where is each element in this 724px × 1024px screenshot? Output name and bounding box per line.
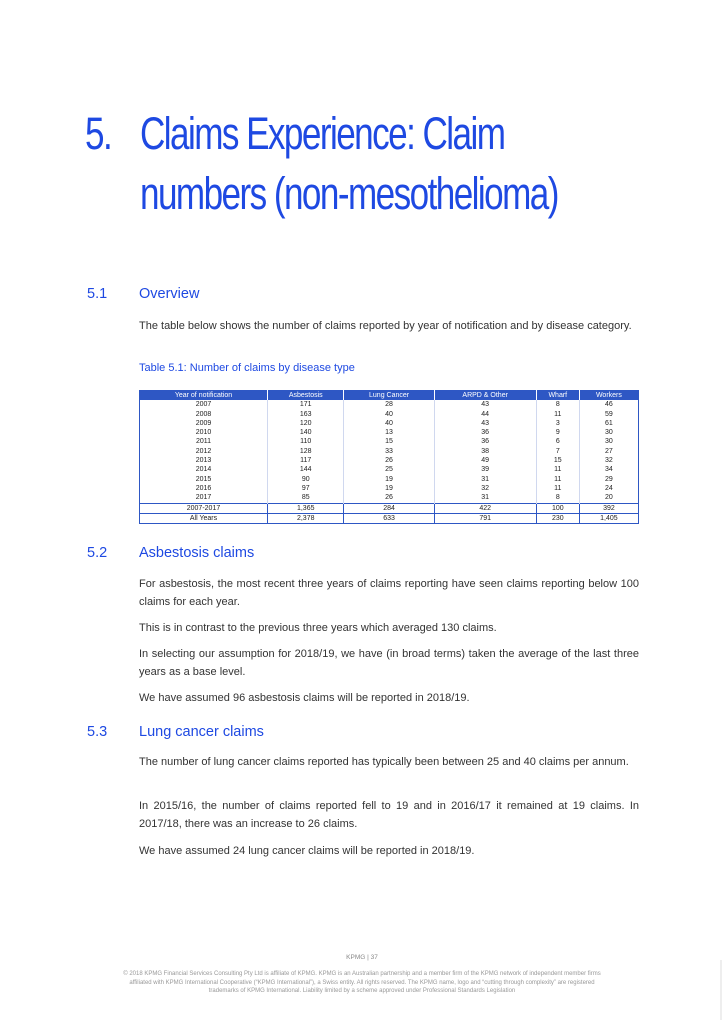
table-cell: 28 bbox=[344, 400, 434, 409]
table-cell: 39 bbox=[434, 465, 536, 474]
table-cell: 61 bbox=[579, 419, 638, 428]
table-cell: 230 bbox=[536, 513, 579, 523]
section-number: 5.3 bbox=[87, 724, 108, 740]
table-cell: 15 bbox=[344, 437, 434, 446]
table-cell: 44 bbox=[434, 410, 536, 419]
table-cell: 40 bbox=[344, 419, 434, 428]
page-number: KPMG | 37 bbox=[346, 954, 378, 961]
table-cell: 31 bbox=[434, 475, 536, 484]
column-header: Lung Cancer bbox=[344, 391, 434, 401]
table-total-row bbox=[140, 503, 639, 513]
table-cell: 97 bbox=[268, 484, 344, 493]
section-title: Lung cancer claims bbox=[139, 724, 264, 740]
column-header: Year of notification bbox=[140, 391, 268, 401]
table-cell: 2008 bbox=[195, 410, 212, 418]
lung-cancer-paragraph-3: We have assumed 24 lung cancer claims will be reported in 2018/19. bbox=[139, 845, 475, 857]
table-cell: 34 bbox=[579, 465, 638, 474]
column-header: Wharf bbox=[536, 391, 579, 401]
table-cell: 128 bbox=[268, 447, 344, 456]
table-cell: 59 bbox=[579, 410, 638, 419]
table-cell: 633 bbox=[344, 513, 434, 523]
table-cell: 43 bbox=[434, 419, 536, 428]
table-row bbox=[140, 437, 639, 446]
table-cell: 422 bbox=[434, 503, 536, 513]
table-row bbox=[140, 447, 639, 456]
table-cell: 3 bbox=[536, 419, 579, 428]
table-cell: 85 bbox=[268, 493, 344, 503]
lung-cancer-paragraph-2: In 2015/16, the number of claims reported fell to 19 and in 2016/17 it remained at 19 claims. In 2017/18, there was an increase to 26 claims. bbox=[139, 800, 639, 830]
section-number: 5.2 bbox=[87, 545, 108, 561]
table-cell: 40 bbox=[344, 410, 434, 419]
table-cell: 32 bbox=[434, 484, 536, 493]
table-cell: 284 bbox=[344, 503, 434, 513]
table-cell: 36 bbox=[434, 437, 536, 446]
table-cell: 8 bbox=[536, 493, 579, 503]
table-row bbox=[140, 400, 639, 409]
table-cell: 30 bbox=[579, 428, 638, 437]
table-cell: 25 bbox=[344, 465, 434, 474]
table-row bbox=[140, 493, 639, 503]
table-cell: 26 bbox=[344, 493, 434, 503]
table-cell: 2013 bbox=[195, 457, 212, 465]
column-header: ARPD & Other bbox=[434, 391, 536, 401]
table-cell: 2009 bbox=[195, 419, 212, 427]
table-cell: 11 bbox=[536, 410, 579, 419]
table-cell: 26 bbox=[344, 456, 434, 465]
table-cell: 11 bbox=[536, 484, 579, 493]
table-cell: 2010 bbox=[195, 429, 212, 437]
table-cell: 1,405 bbox=[579, 513, 638, 523]
table-cell: 6 bbox=[536, 437, 579, 446]
overview-paragraph: The table below shows the number of claims reported by year of notification and by disease category. bbox=[139, 320, 632, 332]
table-cell: 2014 bbox=[195, 466, 212, 474]
table-cell: 2016 bbox=[195, 484, 212, 492]
asbestosis-paragraph-2: This is in contrast to the previous three years which averaged 130 claims. bbox=[139, 622, 497, 634]
table-cell: 19 bbox=[344, 475, 434, 484]
chapter-title-line-1: Claims Experience: Claim bbox=[140, 108, 505, 159]
chapter-title bbox=[140, 104, 608, 224]
legal-line-3: trademarks of KPMG International. Liability limited by a scheme approved under Professional Standards Legislation bbox=[208, 988, 516, 994]
table-cell: 33 bbox=[344, 447, 434, 456]
table-cell: 117 bbox=[268, 456, 344, 465]
table-row bbox=[140, 428, 639, 437]
table-cell: 110 bbox=[268, 437, 344, 446]
table-cell: 43 bbox=[434, 400, 536, 409]
table-row bbox=[140, 484, 639, 493]
table-header-row bbox=[140, 391, 639, 401]
table-cell: 24 bbox=[579, 484, 638, 493]
table-cell: 163 bbox=[268, 410, 344, 419]
table-cell: 2,378 bbox=[268, 513, 344, 523]
table-cell: 2007-2017 bbox=[140, 503, 268, 513]
table-cell: 100 bbox=[536, 503, 579, 513]
section-title: Overview bbox=[139, 286, 200, 302]
table-row bbox=[140, 410, 639, 419]
table-cell: 9 bbox=[536, 428, 579, 437]
table-cell: 15 bbox=[536, 456, 579, 465]
section-number: 5.1 bbox=[87, 286, 108, 302]
table-cell: 144 bbox=[268, 465, 344, 474]
table-total-row bbox=[140, 513, 639, 523]
table-body bbox=[140, 400, 639, 523]
chapter-title-line-2: numbers (non-mesothelioma) bbox=[140, 168, 558, 219]
table-cell: 19 bbox=[344, 484, 434, 493]
column-header: Workers bbox=[579, 391, 638, 401]
table-cell: 392 bbox=[579, 503, 638, 513]
asbestosis-paragraph-3: In selecting our assumption for 2018/19, we have (in broad terms) taken the average of the last three years as a base level. bbox=[139, 648, 639, 678]
table-cell: 20 bbox=[579, 493, 638, 503]
table-cell: 31 bbox=[434, 493, 536, 503]
table-cell: 2012 bbox=[195, 447, 212, 455]
table-cell: 36 bbox=[434, 428, 536, 437]
table-caption: Table 5.1: Number of claims by disease type bbox=[139, 362, 355, 374]
asbestosis-paragraph-4: We have assumed 96 asbestosis claims will be reported in 2018/19. bbox=[139, 692, 470, 704]
table-cell: 2017 bbox=[195, 494, 212, 502]
lung-cancer-paragraph-1: The number of lung cancer claims reported has typically been between 25 and 40 claims per annum. bbox=[139, 756, 629, 768]
section-title: Asbestosis claims bbox=[139, 545, 255, 561]
table-row bbox=[140, 419, 639, 428]
table-cell: 11 bbox=[536, 465, 579, 474]
chapter-number: 5. bbox=[85, 108, 112, 159]
claims-table bbox=[139, 390, 639, 524]
table-cell: 13 bbox=[344, 428, 434, 437]
table-cell: 11 bbox=[536, 475, 579, 484]
legal-line-2: affiliated with KPMG International Cooperative (“KPMG International”), a Swiss entity. All rights reserved. The KPMG name, logo and “cutting through complexity” are registered bbox=[129, 979, 595, 986]
table-row bbox=[140, 475, 639, 484]
table-cell: 46 bbox=[579, 400, 638, 409]
table-cell: 30 bbox=[579, 437, 638, 446]
table-cell: 49 bbox=[434, 456, 536, 465]
page-edge-divider bbox=[720, 960, 722, 1020]
table-cell: 171 bbox=[268, 400, 344, 409]
table-cell: 90 bbox=[268, 475, 344, 484]
table-cell: 2007 bbox=[195, 401, 212, 409]
table-cell: 38 bbox=[434, 447, 536, 456]
table-cell: 7 bbox=[536, 447, 579, 456]
table-row bbox=[140, 465, 639, 474]
table-row bbox=[140, 456, 639, 465]
table-cell: 8 bbox=[536, 400, 579, 409]
table-cell: 32 bbox=[579, 456, 638, 465]
table-cell: 29 bbox=[579, 475, 638, 484]
table-cell: 140 bbox=[268, 428, 344, 437]
table-cell: 2011 bbox=[195, 438, 212, 446]
column-header: Asbestosis bbox=[268, 391, 344, 401]
table-cell: 120 bbox=[268, 419, 344, 428]
table-cell: 1,365 bbox=[268, 503, 344, 513]
table-cell: 2015 bbox=[195, 475, 212, 483]
legal-line-1: © 2018 KPMG Financial Services Consulting Pty Ltd is affiliate of KPMG. KPMG is an Australian partnership and a member firm of the KPMG network of independent member firms bbox=[123, 971, 601, 977]
table-cell: 27 bbox=[579, 447, 638, 456]
table-cell: 791 bbox=[434, 513, 536, 523]
legal-notice bbox=[90, 970, 634, 996]
asbestosis-paragraph-1: For asbestosis, the most recent three years of claims reporting have seen claims reporting below 100 claims for each year. bbox=[139, 578, 639, 608]
table-cell: All Years bbox=[140, 513, 268, 523]
